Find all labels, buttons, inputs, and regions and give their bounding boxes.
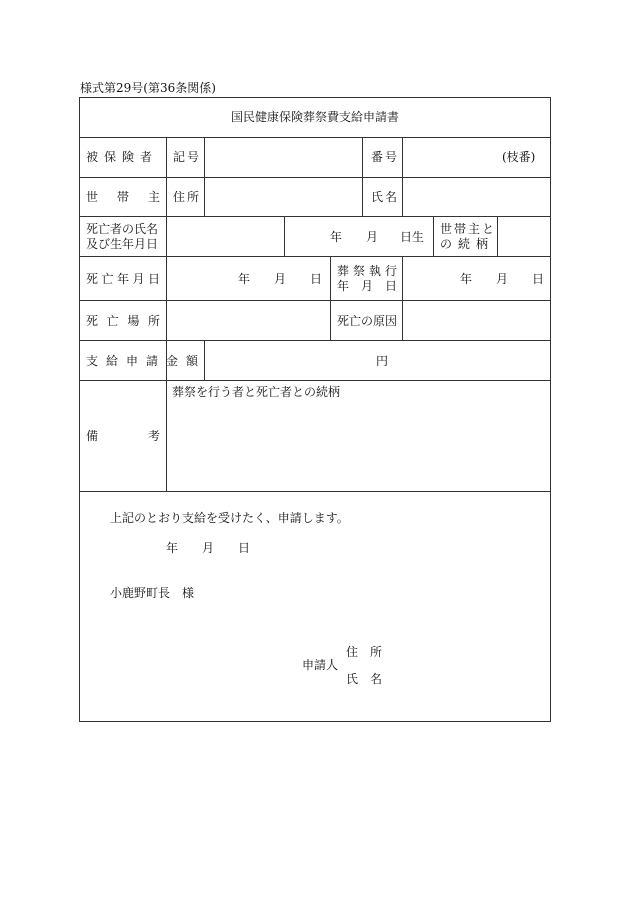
birth-month: 月 [366, 230, 379, 244]
applicant-label: 申請人 [302, 658, 339, 672]
death-day: 日 [310, 272, 323, 286]
householder-label: 世帯主 [86, 190, 160, 204]
relation-field[interactable] [501, 222, 547, 250]
funeral-day: 日 [532, 272, 545, 286]
address-field[interactable] [209, 184, 357, 212]
death-year: 年 [238, 272, 251, 286]
birth-year: 年 [330, 230, 343, 244]
column-divider [204, 137, 205, 216]
address-label: 住所 [173, 190, 202, 204]
relation-label-2: の続柄 [440, 237, 495, 251]
cause-field[interactable] [407, 306, 547, 334]
name-label: 氏名 [371, 190, 400, 204]
funeral-date-label-2: 年月日 [337, 279, 397, 293]
death-month: 月 [274, 272, 287, 286]
symbol-field[interactable] [209, 144, 357, 172]
amount-field[interactable] [209, 346, 369, 374]
declaration-month: 月 [202, 541, 215, 555]
applicant-address-field[interactable] [392, 639, 542, 659]
addressee: 小鹿野町長 様 [110, 586, 195, 600]
householder-name-field[interactable] [407, 184, 547, 212]
column-divider [330, 256, 331, 340]
row-divider [80, 380, 550, 381]
funeral-date-label: 葬祭執行 [337, 264, 397, 278]
column-divider [402, 256, 403, 340]
death-place-label: 死亡場所 [86, 314, 160, 328]
remarks-note: 葬祭を行う者と死亡者との続柄 [172, 385, 341, 399]
form-number: 様式第29号(第36条関係) [80, 81, 216, 95]
row-divider [80, 491, 550, 492]
column-divider [166, 380, 167, 491]
number-label: 番号 [371, 150, 400, 164]
birth-day: 日生 [400, 230, 425, 244]
column-divider [497, 216, 498, 256]
death-date-label: 死亡年月日 [86, 272, 160, 286]
remarks-label: 備考 [86, 429, 160, 443]
deceased-birth-label: 及び生年月日 [86, 237, 159, 251]
deceased-name-label: 死亡者の氏名 [86, 222, 159, 236]
column-divider [204, 340, 205, 380]
declaration-text: 上記のとおり支給を受けたく、申請します。 [110, 511, 349, 525]
column-divider [284, 216, 285, 256]
relation-label: 世帯主と [440, 222, 497, 236]
declaration-day: 日 [238, 541, 251, 555]
column-divider [402, 137, 403, 216]
applicant-address-label: 住 所 [346, 645, 383, 659]
applicant-name-field[interactable] [392, 666, 542, 686]
funeral-month: 月 [496, 272, 509, 286]
applicant-name-label: 氏 名 [346, 672, 383, 686]
row-divider [80, 137, 550, 138]
number-field[interactable] [407, 144, 497, 172]
form-title: 国民健康保険葬祭費支給申請書 [230, 110, 399, 124]
column-divider [433, 216, 434, 256]
insured-label: 被保険者 [86, 150, 159, 164]
cause-label: 死亡の原因 [337, 314, 398, 328]
death-place-field[interactable] [170, 306, 326, 334]
row-divider [80, 216, 550, 217]
symbol-label: 記号 [173, 150, 202, 164]
funeral-year: 年 [460, 272, 473, 286]
column-divider [362, 137, 363, 216]
column-divider [166, 137, 167, 380]
branch-number-label: (枝番) [502, 150, 536, 164]
deceased-name-field[interactable] [170, 222, 280, 250]
remarks-field[interactable] [172, 403, 544, 485]
row-divider [80, 256, 550, 257]
row-divider [80, 340, 550, 341]
yen-unit: 円 [376, 354, 389, 368]
application-form [79, 97, 551, 722]
declaration-year: 年 [166, 541, 179, 555]
row-divider [80, 177, 550, 178]
amount-label: 支給申請金額 [86, 354, 198, 368]
row-divider [80, 300, 550, 301]
